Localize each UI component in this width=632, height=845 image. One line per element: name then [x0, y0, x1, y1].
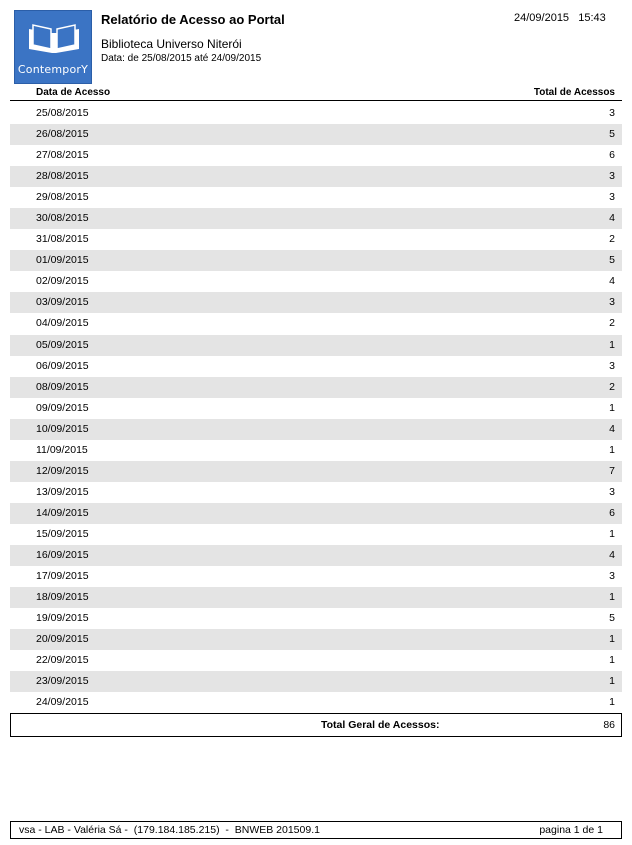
footer-info: vsa - LAB - Valéria Sá - (179.184.185.215) - BNWEB 201509.1 — [19, 824, 320, 836]
report-period: Data: de 25/08/2015 até 24/09/2015 — [101, 53, 262, 64]
table-row — [10, 292, 622, 313]
table-row — [10, 124, 622, 145]
table-row — [10, 440, 622, 461]
table-row — [10, 250, 622, 271]
total-value: 86 — [603, 719, 615, 731]
access-date: 03/09/2015 — [36, 296, 89, 309]
table-row — [10, 503, 622, 524]
access-count: 3 — [609, 107, 615, 119]
access-date: 26/08/2015 — [36, 128, 89, 141]
access-count: 3 — [609, 359, 615, 372]
access-date: 23/09/2015 — [36, 675, 89, 688]
table-row — [10, 271, 622, 292]
access-date: 08/09/2015 — [36, 380, 89, 393]
table-row — [10, 524, 622, 545]
access-count: 3 — [609, 296, 615, 309]
access-count: 1 — [609, 696, 615, 709]
access-count: 5 — [609, 254, 615, 267]
access-date: 22/09/2015 — [36, 654, 89, 667]
access-count: 3 — [609, 570, 615, 583]
logo-text: ContemporY — [17, 63, 89, 76]
access-count: 1 — [609, 591, 615, 604]
column-header-total: Total de Acessos — [533, 87, 615, 98]
access-date: 06/09/2015 — [36, 359, 89, 372]
access-date: 24/09/2015 — [36, 696, 89, 709]
open-book-icon — [15, 11, 93, 63]
access-date: 02/09/2015 — [36, 275, 89, 288]
access-date: 20/09/2015 — [36, 633, 89, 646]
access-count: 1 — [609, 338, 615, 351]
table-row — [10, 356, 622, 377]
access-date: 16/09/2015 — [36, 548, 89, 561]
access-count: 4 — [609, 275, 615, 288]
table-row — [10, 187, 622, 208]
report-title: Relatório de Acesso ao Portal — [101, 12, 285, 27]
access-date: 04/09/2015 — [36, 317, 89, 330]
access-date: 05/09/2015 — [36, 338, 89, 351]
access-count: 4 — [609, 212, 615, 225]
table-row — [10, 419, 622, 440]
access-count: 4 — [609, 548, 615, 561]
access-count: 7 — [609, 464, 615, 477]
access-count: 2 — [609, 380, 615, 393]
table-row — [10, 692, 622, 713]
table-row — [10, 377, 622, 398]
table-row — [10, 103, 622, 124]
access-date: 27/08/2015 — [36, 149, 89, 162]
table-row — [10, 608, 622, 629]
table-row — [10, 145, 622, 166]
library-name: Biblioteca Universo Niterói — [101, 37, 242, 51]
access-count: 6 — [609, 506, 615, 519]
access-count: 1 — [609, 633, 615, 646]
total-label: Total Geral de Acessos: — [321, 719, 440, 731]
table-header — [10, 86, 622, 101]
access-count: 5 — [609, 612, 615, 625]
table-row — [10, 671, 622, 692]
access-count: 4 — [609, 422, 615, 435]
page-number: pagina 1 de 1 — [539, 824, 603, 836]
access-date: 01/09/2015 — [36, 254, 89, 267]
access-date: 15/09/2015 — [36, 527, 89, 540]
access-date: 13/09/2015 — [36, 485, 89, 498]
column-header-date: Data de Acesso — [36, 87, 111, 98]
table-row — [10, 229, 622, 250]
access-date: 19/09/2015 — [36, 612, 89, 625]
table-row — [10, 482, 622, 503]
access-date: 17/09/2015 — [36, 570, 89, 583]
total-row — [10, 713, 622, 737]
access-date: 25/08/2015 — [36, 107, 89, 119]
access-date: 11/09/2015 — [36, 443, 88, 456]
table-row — [10, 629, 622, 650]
access-count: 6 — [609, 149, 615, 162]
access-count: 2 — [609, 317, 615, 330]
access-date: 14/09/2015 — [36, 506, 89, 519]
access-date: 10/09/2015 — [36, 422, 89, 435]
access-count: 2 — [609, 233, 615, 246]
access-count: 5 — [609, 128, 615, 141]
access-date: 09/09/2015 — [36, 401, 89, 414]
access-date: 28/08/2015 — [36, 170, 89, 183]
contempory-logo — [14, 10, 92, 84]
access-date: 31/08/2015 — [36, 233, 89, 246]
table-row — [10, 313, 622, 334]
access-count: 1 — [609, 654, 615, 667]
access-count: 1 — [609, 675, 615, 688]
table-row — [10, 398, 622, 419]
table-row — [10, 566, 622, 587]
table-row — [10, 208, 622, 229]
access-count: 3 — [609, 170, 615, 183]
access-date: 18/09/2015 — [36, 591, 89, 604]
page-footer — [10, 821, 622, 839]
access-count: 1 — [609, 527, 615, 540]
access-count: 3 — [609, 485, 615, 498]
access-date: 29/08/2015 — [36, 191, 89, 204]
access-date: 12/09/2015 — [36, 464, 89, 477]
access-table — [10, 103, 622, 713]
access-count: 1 — [609, 443, 615, 456]
table-row — [10, 335, 622, 356]
access-date: 30/08/2015 — [36, 212, 89, 225]
access-count: 3 — [609, 191, 615, 204]
table-row — [10, 587, 622, 608]
access-count: 1 — [609, 401, 615, 414]
report-datetime: 24/09/2015 15:43 — [514, 12, 606, 24]
table-row — [10, 545, 622, 566]
table-row — [10, 461, 622, 482]
table-row — [10, 166, 622, 187]
table-row — [10, 650, 622, 671]
